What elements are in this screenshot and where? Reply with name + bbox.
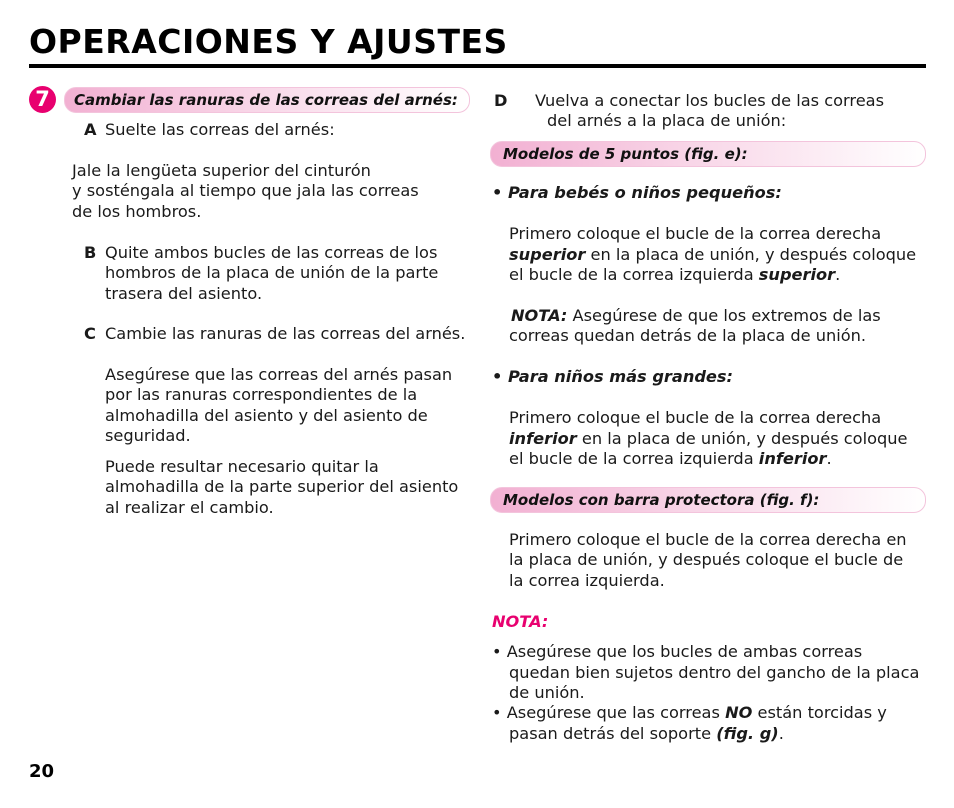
p2-line-2 bbox=[509, 429, 907, 450]
section-heading-bar: Modelos con barra protectora (fig. f): bbox=[503, 491, 820, 509]
step-heading: Cambiar las ranuras de las correas del arnés: bbox=[74, 91, 458, 109]
section-banner-bar bbox=[490, 487, 926, 513]
p2-emphasis-inferior: inferior bbox=[509, 429, 577, 448]
p1-emphasis-superior: superior bbox=[509, 245, 586, 264]
p2-line-3-pre: el bucle de la correa izquierda bbox=[509, 449, 759, 468]
step-a-text: Suelte las correas del arnés: bbox=[105, 120, 335, 139]
nota1-line-1 bbox=[511, 306, 881, 327]
step-a-letter: A bbox=[84, 120, 97, 139]
note-bullet-2-pre: • Asegúrese que las correas bbox=[492, 703, 726, 722]
bullet-heading-infants: • Para bebés o niños pequeños: bbox=[492, 183, 782, 202]
note-bullet-2-fig-ref: (fig. g) bbox=[716, 724, 779, 743]
nota1-label: NOTA: bbox=[511, 306, 568, 325]
nota2-label: NOTA: bbox=[492, 612, 549, 631]
section-heading-5-point: Modelos de 5 puntos (fig. e): bbox=[503, 145, 748, 163]
step-heading-banner bbox=[64, 87, 470, 113]
step-c-para2-line-3: al realizar el cambio. bbox=[105, 498, 274, 517]
section-banner-5-point bbox=[490, 141, 926, 167]
step-d-line-1: Vuelva a conectar los bucles de las correas bbox=[535, 91, 885, 110]
nota1-line-2: correas quedan detrás de la placa de unión. bbox=[509, 326, 867, 345]
step-c-para2-line-1: Puede resultar necesario quitar la bbox=[105, 457, 379, 476]
bullet-heading-older-children: • Para niños más grandes: bbox=[492, 367, 734, 386]
p1-line-3-post: . bbox=[835, 265, 841, 284]
page-title: OPERACIONES Y AJUSTES bbox=[29, 22, 508, 61]
note-bullet-1-line-1: • Asegúrese que los bucles de ambas correas bbox=[492, 642, 863, 661]
step-c-para1-line-3: almohadilla del asiento y del asiento de bbox=[105, 406, 428, 425]
p2-line-2-rest: en la placa de unión, y después coloque bbox=[576, 429, 908, 448]
note-bullet-1-line-3: de unión. bbox=[509, 683, 585, 702]
step-a-para-line-3: de los hombros. bbox=[72, 202, 202, 221]
p1-line-2-rest: en la placa de unión, y después coloque bbox=[585, 245, 917, 264]
step-c-para1-line-4: seguridad. bbox=[105, 426, 191, 445]
p1-line-3-pre: el bucle de la correa izquierda bbox=[509, 265, 759, 284]
note-bullet-1-line-2: quedan bien sujetos dentro del gancho de la placa bbox=[509, 663, 920, 682]
note-bullet-2-emphasis-no: NO bbox=[725, 703, 753, 722]
p2-emphasis-inferior-2: inferior bbox=[758, 449, 827, 468]
note-bullet-2-l2-pre: pasan detrás del soporte bbox=[509, 724, 717, 743]
p3-line-3: la correa izquierda. bbox=[509, 571, 665, 590]
p1-line-1: Primero coloque el bucle de la correa derecha bbox=[509, 224, 882, 243]
nota1-text-1: Asegúrese de que los extremos de las bbox=[567, 306, 881, 325]
p2-line-1: Primero coloque el bucle de la correa derecha bbox=[509, 408, 882, 427]
step-b-letter: B bbox=[84, 243, 97, 262]
step-d-letter: D bbox=[494, 91, 508, 110]
note-bullet-2-l2-post: . bbox=[778, 724, 784, 743]
step-b-line-3: trasera del asiento. bbox=[105, 284, 263, 303]
note-bullet-2-line-1 bbox=[492, 703, 887, 724]
step-b-line-1: Quite ambos bucles de las correas de los bbox=[105, 243, 438, 262]
step-a-para-line-1: Jale la lengüeta superior del cinturón bbox=[72, 161, 371, 180]
step-c-para1-line-1: Asegúrese que las correas del arnés pasan bbox=[105, 365, 453, 384]
p2-line-3 bbox=[509, 449, 832, 470]
step-c-text: Cambie las ranuras de las correas del arnés. bbox=[105, 324, 466, 343]
note-bullet-2-line-2 bbox=[509, 724, 784, 745]
step-c-para1-line-2: por las ranuras correspondientes de la bbox=[105, 385, 418, 404]
page-number: 20 bbox=[29, 761, 55, 782]
step-b-line-2: hombros de la placa de unión de la parte bbox=[105, 263, 439, 282]
step-c-para2-line-2: almohadilla de la parte superior del asiento bbox=[105, 477, 459, 496]
step-number-badge: 7 bbox=[29, 86, 56, 113]
p3-line-1: Primero coloque el bucle de la correa derecha en bbox=[509, 530, 907, 549]
p1-emphasis-superior-2: superior bbox=[758, 265, 836, 284]
note-bullet-2-post: están torcidas y bbox=[752, 703, 887, 722]
p1-line-2 bbox=[509, 245, 916, 266]
step-a-para-line-2: y sosténgala al tiempo que jala las correas bbox=[72, 181, 419, 200]
step-c-letter: C bbox=[84, 324, 96, 343]
step-d-line-2: del arnés a la placa de unión: bbox=[547, 111, 787, 130]
p3-line-2: la placa de unión, y después coloque el bucle de bbox=[509, 550, 904, 569]
title-divider bbox=[29, 64, 926, 68]
p1-line-3 bbox=[509, 265, 840, 286]
p2-line-3-post: . bbox=[826, 449, 832, 468]
